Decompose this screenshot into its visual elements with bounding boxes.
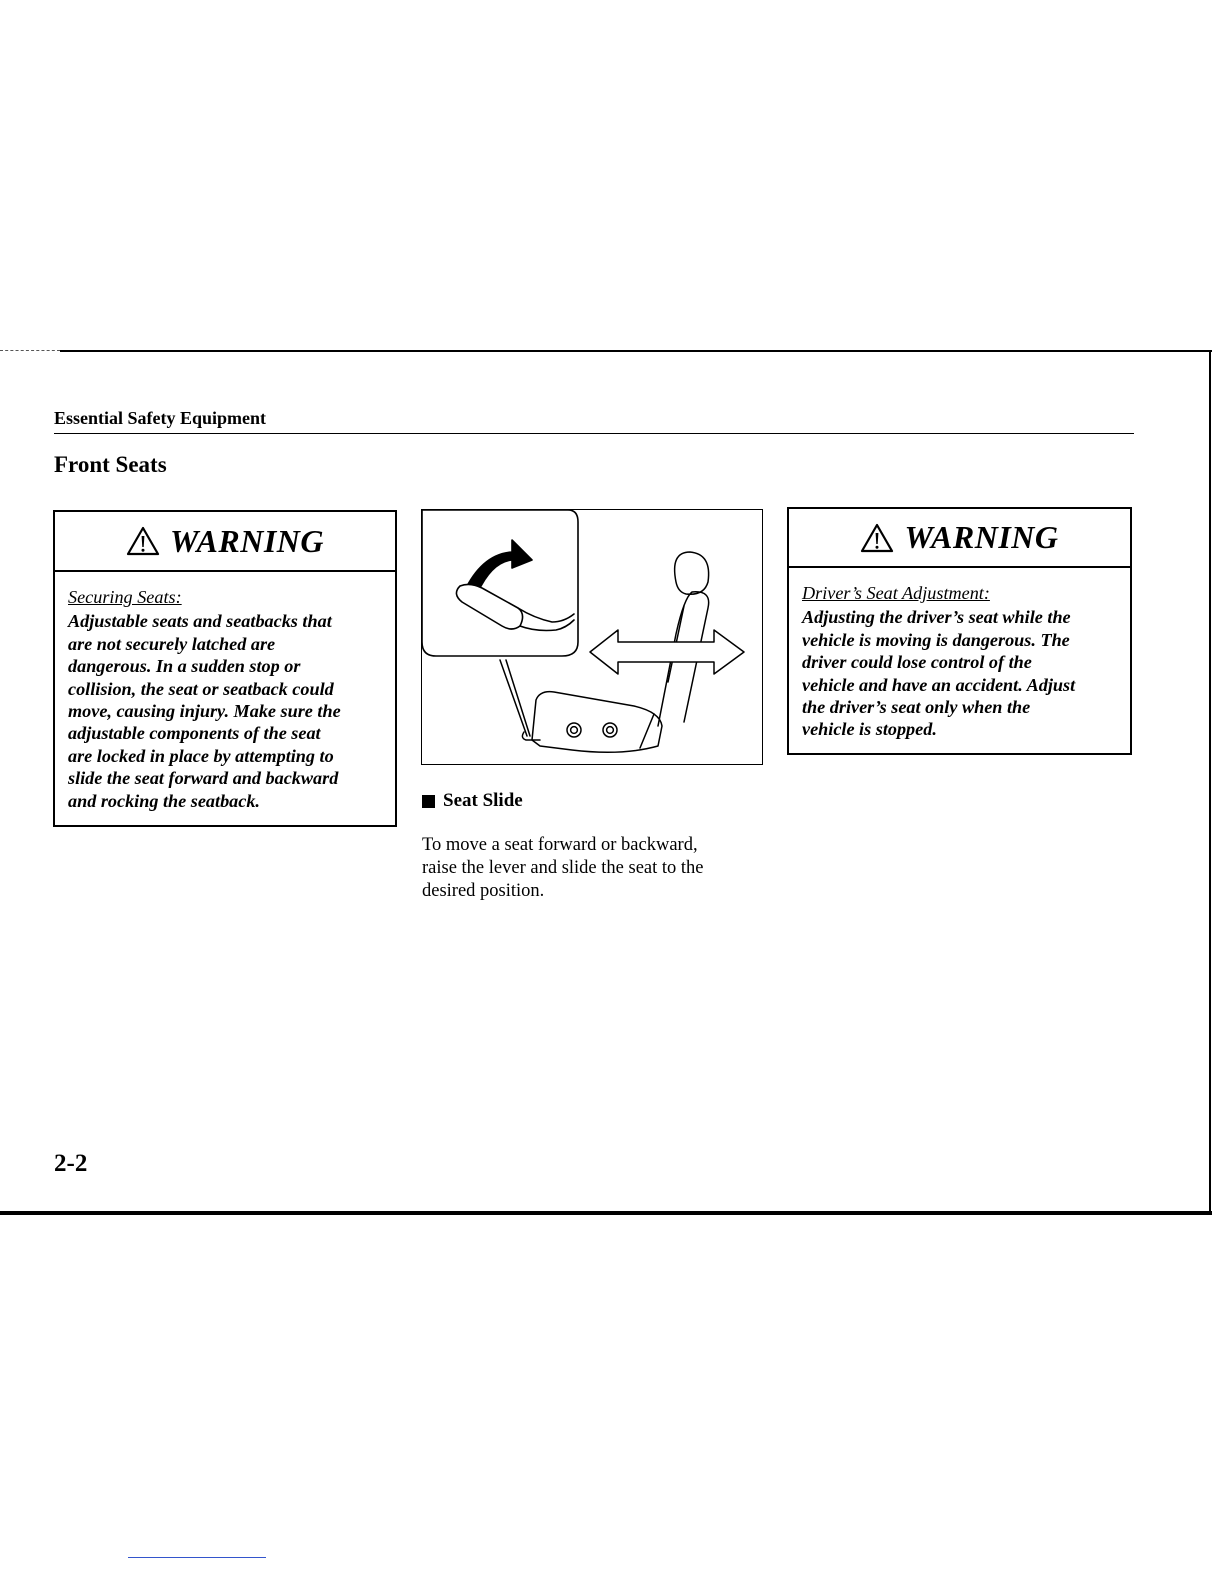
slide-double-arrow [590,630,744,674]
page-title: Front Seats [54,452,167,477]
page-number: 2-2 [54,1150,88,1177]
warning-label: WARNING [169,522,325,559]
warning-text: Adjustable seats and seatbacks that are not securely latched are dangerous. In a sudden stop or collision, the seat or seatback could move, causing injury. Make sure the adjustable components of the seat are locked in place by attempting to slide the seat forward and backward and rocking the seatback. [68,611,341,811]
bottom-link-line [128,1557,266,1558]
warning-box-drivers-seat-adjustment [787,507,1132,755]
recline-knob-2 [603,723,617,737]
warning-triangle-icon [860,523,894,553]
recline-knob-1 [567,723,581,737]
seat-slide-body: To move a seat forward or backward, raise the lever and slide the seat to the desired position. [422,835,704,901]
lever-small [522,732,540,740]
frame-dashed-line [0,350,60,351]
warning-body [55,572,395,824]
seat-illustration-svg [422,510,763,765]
warning-subtitle: Driver’s Seat Adjustment: [802,583,990,603]
warning-header [55,512,395,572]
warning-triangle-icon [126,526,160,556]
seat-slide-illustration [421,509,763,765]
seat-slide-heading-text: Seat Slide [443,790,523,811]
frame-top-border [60,350,1212,352]
frame-right-border [1209,350,1211,1214]
warning-header [789,509,1130,568]
lever-inset [422,510,578,656]
headrest [675,552,709,594]
frame-bottom-border [0,1211,1212,1215]
warning-box-securing-seats [53,510,397,827]
warning-text: Adjusting the driver’s seat while the vehicle is moving is dangerous. The driver could lose control of the vehicle and have an accident. Adjust the driver’s seat only when the vehicle is stopped. [802,607,1076,740]
square-bullet-icon [422,795,435,808]
warning-body [789,568,1130,753]
seat-slide-heading [422,790,523,812]
header-rule [54,433,1134,434]
callout-leader [500,660,530,736]
warning-subtitle: Securing Seats: [68,587,182,607]
section-header: Essential Safety Equipment [54,408,267,428]
warning-label: WARNING [904,519,1059,555]
seat-cushion-edge [640,714,654,748]
